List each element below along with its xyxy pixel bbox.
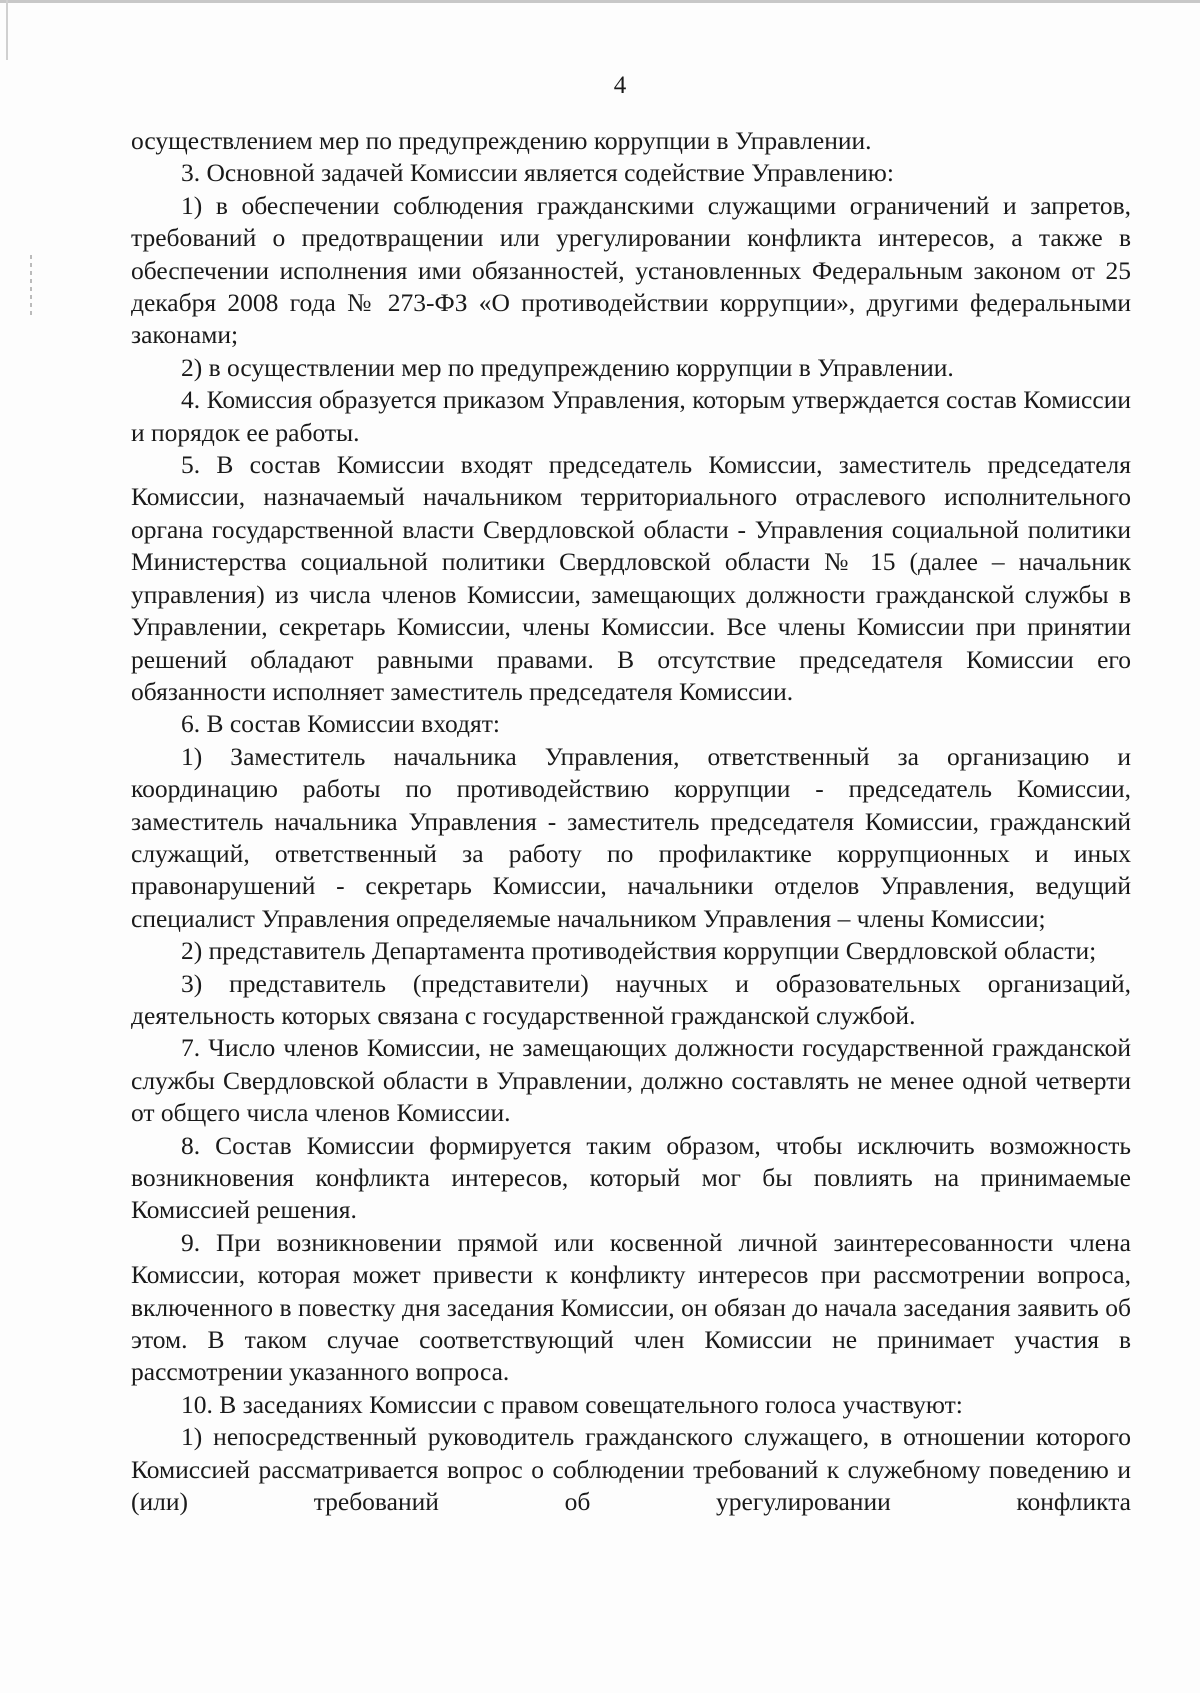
paragraph-item-10-1: 1) непосредственный руководитель гражданского служащего, в отношении которого Комиссией рассматривается вопрос о соблюдении требований к служебному поведению и (или) требований об урегулировании конфликта [131, 1422, 1131, 1517]
scan-top-edge [0, 0, 1200, 3]
paragraph-item-3-1: 1) в обеспечении соблюдения гражданскими служащими ограничений и запретов, требований о предотвращении или урегулировании конфликта интересов, а также в обеспечении исполнения ими обязанностей, установленных Федеральным законом от 25 декабря 2008 года № 273-ФЗ «О противодействии коррупции», другими федеральными законами; [131, 190, 1131, 350]
paragraph-item-9: 9. При возникновении прямой или косвенной личной заинтересованности члена Комиссии, которая может привести к конфликту интересов при рассмотрении вопроса, включенного в повестку дня заседания Комиссии, он обязан до начала заседания заявить об этом. В таком случае соответствующий член Комиссии не принимает участия в рассмотрении указанного вопроса. [131, 1227, 1131, 1387]
paragraph-item-6: 6. В состав Комиссии входят: [181, 709, 500, 739]
paragraph-item-7: 7. Число членов Комиссии, не замещающих должности государственной гражданской службы Свердловской области в Управлении, должно составлять не менее одной четверти от общего числа членов Комиссии. [131, 1033, 1131, 1128]
scan-left-edge [6, 0, 8, 60]
paragraph-item-8: 8. Состав Комиссии формируется таким образом, чтобы исключить возможность возникновения конфликта интересов, который мог бы повлиять на принимаемые Комиссией решения. [131, 1130, 1131, 1225]
paragraph-item-4: 4. Комиссия образуется приказом Управления, которым утверждается состав Комиссии и порядок ее работы. [131, 385, 1131, 447]
scan-margin-mark [30, 255, 32, 315]
paragraph-item-6-3: 3) представитель (представители) научных и образовательных организаций, деятельность которых связана с государственной гражданской службой. [131, 968, 1131, 1030]
paragraph-item-6-1: 1) Заместитель начальника Управления, ответственный за организацию и координацию работы по противодействию коррупции - председатель Комиссии, заместитель начальника Управления - заместитель председателя Комиссии, гражданский служащий, ответственный за работу по профилактике коррупционных и иных правонарушений - секретарь Комиссии, начальники отделов Управления, ведущий специалист Управления определяемые начальником Управления – члены Комиссии; [131, 741, 1131, 933]
paragraph-item-3: 3. Основной задачей Комиссии является содействие Управлению: [181, 158, 894, 188]
paragraph-item-3-2: 2) в осуществлении мер по предупреждению коррупции в Управлении. [181, 352, 954, 382]
page-number: 4 [613, 72, 627, 99]
paragraph-item-6-2: 2) представитель Департамента противодействия коррупции Свердловской области; [181, 936, 1097, 966]
document-body [131, 125, 1131, 1518]
paragraph-item-5: 5. В состав Комиссии входят председатель Комиссии, заместитель председателя Комиссии, назначаемый начальником территориального отраслевого исполнительного органа государственной власти Свердловской области - Управления социальной политики Министерства социальной политики Свердловской области № 15 (далее – начальник управления) из числа членов Комиссии, замещающих должности гражданской службы в Управлении, секретарь Комиссии, члены Комиссии. Все члены Комиссии при принятии решений обладают равными правами. В отсутствие председателя Комиссии его обязанности исполняет заместитель председателя Комиссии. [131, 450, 1131, 706]
paragraph-continuation: осуществлением мер по предупреждению коррупции в Управлении. [131, 126, 872, 155]
paragraph-item-10: 10. В заседаниях Комиссии с правом совещательного голоса участвуют: [181, 1389, 963, 1419]
